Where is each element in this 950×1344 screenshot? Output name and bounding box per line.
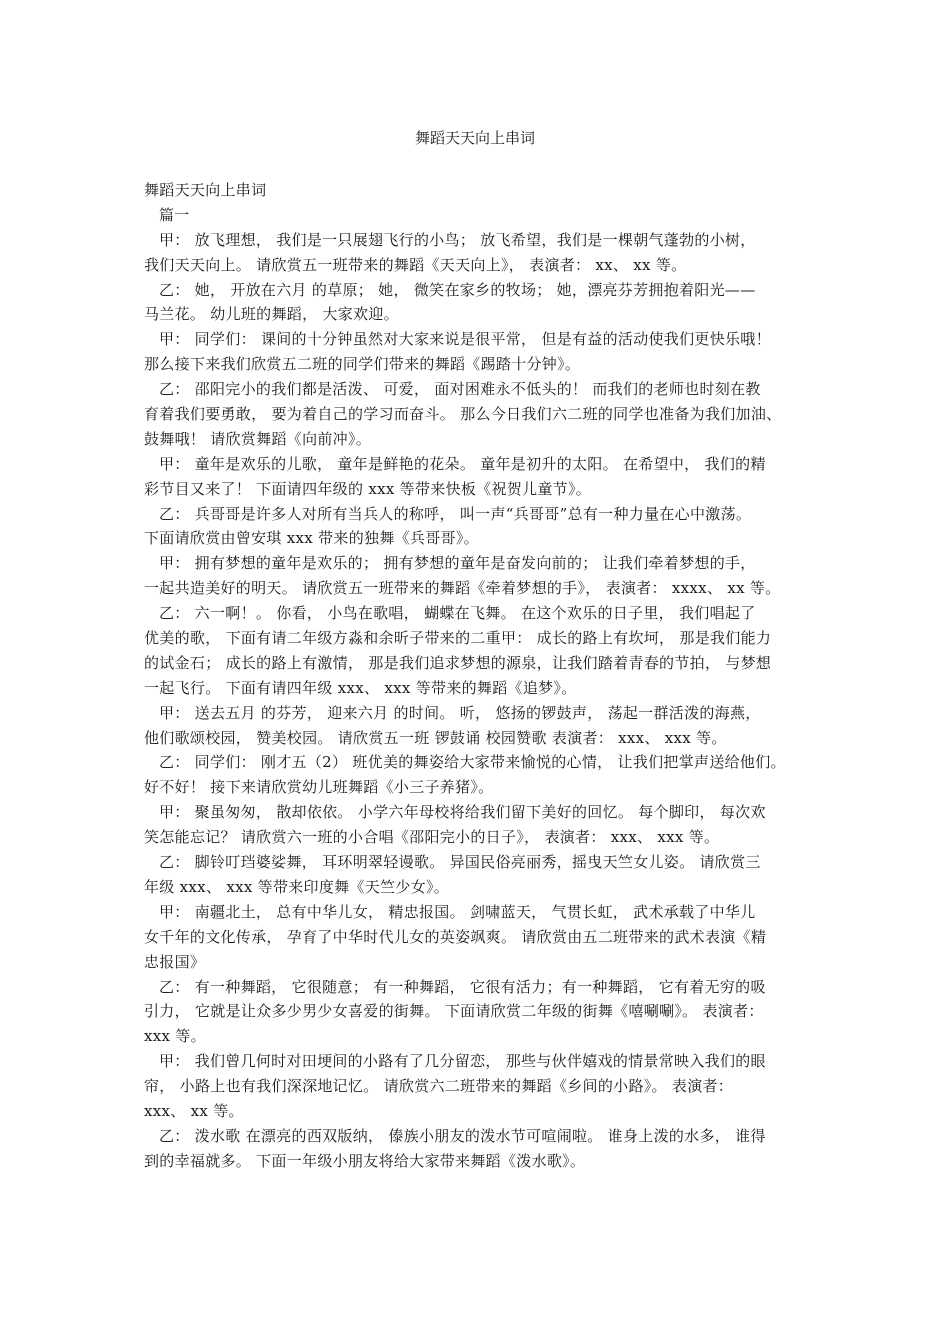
text-line: 下面请欣赏由曾安琪 xxx 带来的独舞《兵哥哥》。 [144,529,479,548]
text-line: 乙： 同学们： 刚才五（2） 班优美的舞姿给大家带来愉悦的心情， 让我们把掌声送给他们。 [159,753,786,772]
text-line: 女千年的文化传承， 孕育了中华时代儿女的英姿飒爽。 请欣赏由五二班带来的武术表演《精 [144,927,767,946]
document-body [144,178,820,1174]
text-line: 乙： 邵阳完小的我们都是活泼、 可爱， 面对困难永不低头的！ 而我们的老师也时刻在教 [159,380,761,399]
text-line: 年级 xxx、 xxx 等带来印度舞《天竺少女》。 [144,877,450,896]
text-line: 笑怎能忘记？ 请欣赏六一班的小合唱《邵阳完小的日子》， 表演者： xxx、 xxx 等。 [144,828,720,847]
text-line: 甲： 我们曾几何时对田埂间的小路有了几分留恋， 那些与伙伴嬉戏的情景常映入我们的眼 [159,1052,766,1071]
text-line: 甲： 聚虽匆匆， 散却依依。 小学六年母校将给我们留下美好的回忆。 每个脚印， 每次欢 [159,803,766,822]
text-line: 引力， 它就是让众多少男少女喜爱的街舞。 下面请欣赏二年级的街舞《嘻唰唰》。 表演者： [144,1002,764,1021]
text-line: 一起飞行。 下面有请四年级 xxx、 xxx 等带来的舞蹈《追梦》。 [144,678,577,697]
text-line: 那么接下来我们欣赏五二班的同学们带来的舞蹈《踢踏十分钟》。 [144,355,581,374]
text-line: 我们天天向上。 请欣赏五一班带来的舞蹈《天天向上》， 表演者： xx、 xx 等。 [144,255,687,274]
text-line: xxx、 xx 等。 [144,1101,244,1120]
text-line: 帘， 小路上也有我们深深地记忆。 请欣赏六二班带来的舞蹈《乡间的小路》。 表演者： [144,1077,734,1096]
text-line: 乙： 兵哥哥是许多人对所有当兵人的称呼， 叫一声“兵哥哥”总有一种力量在心中激荡。 [159,504,752,523]
text-line: 彩节目又来了！ 下面请四年级的 xxx 等带来快板《祝贺儿童节》。 [144,479,592,498]
text-line: 甲： 南疆北土， 总有中华儿女， 精忠报国。 剑啸蓝天， 气贯长虹， 武术承载了中华儿 [159,902,756,921]
text-line: 甲： 放飞理想， 我们是一只展翅飞行的小鸟； 放飞希望，我们是一棵朝气蓬勃的小树， [159,230,756,249]
text-line: 鼓舞哦！ 请欣赏舞蹈《向前冲》。 [144,429,372,448]
document-title: 舞蹈天天向上串词 [414,129,535,147]
text-line: 一起共造美好的明天。 请欣赏五一班带来的舞蹈《牵着梦想的手》， 表演者： xxxx、 xx 等。 [144,579,781,598]
text-line: 甲： 送去五月 的芬芳， 迎来六月 的时间。 听， 悠扬的锣鼓声， 荡起一群活泼的海燕， [159,703,761,722]
text-line: 乙： 泼水歌 在漂亮的西双版纳， 傣族小朋友的泼水节可喧闹啦。 谁身上泼的水多， 谁得 [159,1126,766,1145]
text-line: 甲： 童年是欢乐的儿歌， 童年是鲜艳的花朵。 童年是初升的太阳。 在希望中， 我们的精 [159,454,766,473]
text-line: 好不好！ 接下来请欣赏幼儿班舞蹈《小三子养猪》。 [144,778,494,797]
text-line: 乙： 六一啊！。 你看， 小鸟在歌唱， 蝴蝶在飞舞。 在这个欢乐的日子里， 我们唱起了 [159,604,756,623]
text-line: 马兰花。 幼儿班的舞蹈， 大家欢迎。 [144,305,399,324]
text-line: 甲： 同学们： 课间的十分钟虽然对大家来说是很平常， 但是有益的活动使我们更快乐哦！ [159,330,771,349]
text-line: 乙： 有一种舞蹈， 它很随意； 有一种舞蹈， 它很有活力；有一种舞蹈， 它有着无穷的吸 [159,977,766,996]
text-line: 的试金石； 成长的路上有激情， 那是我们追求梦想的源泉，让我们踏着青春的节拍， 与梦想 [144,653,772,672]
text-line: 甲： 拥有梦想的童年是欢乐的； 拥有梦想的童年是奋发向前的； 让我们牵着梦想的手， [159,554,756,573]
text-line: 育着我们要勇敢， 要为着自己的学习而奋斗。 那么今日我们六二班的同学也准备为我们加油、 [144,405,782,424]
text-line: 乙： 脚铃叮珰婆娑舞， 耳环明翠轻谩歌。 异国民俗亮丽秀，摇曳天竺女儿姿。 请欣赏三 [159,853,761,872]
text-line: 忠报国》 [144,952,206,971]
text-line: 他们歌颂校园， 赞美校园。 请欣赏五一班 锣鼓诵 校园赞歌 表演者： xxx、 xxx 等。 [144,728,727,747]
text-line: xxx 等。 [144,1027,206,1046]
text-line: 优美的歌， 下面有请二年级方淼和余昕子带来的二重甲： 成长的路上有坎坷， 那是我们能力 [144,629,772,648]
text-line: 乙： 她， 开放在六月 的草原； 她， 微笑在家乡的牧场； 她，漂亮芬芳拥抱着阳光—— [159,280,756,299]
body-heading: 舞蹈天天向上串词 [144,181,267,199]
section-label: 篇一 [159,205,190,224]
text-line: 到的幸福就多。 下面一年级小朋友将给大家带来舞蹈《泼水歌》。 [144,1151,586,1170]
